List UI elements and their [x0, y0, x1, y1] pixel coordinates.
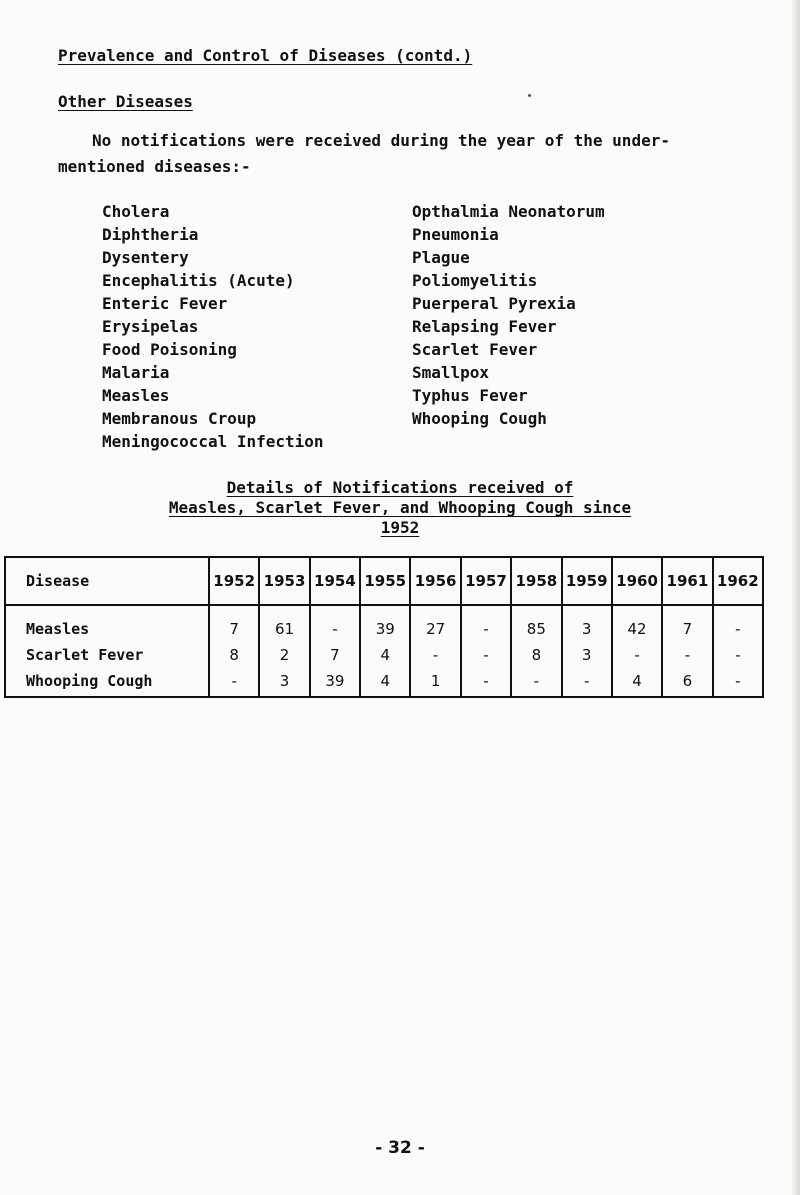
column-header: 1959 [562, 557, 612, 605]
table-cell: 8 [511, 642, 561, 668]
table-cell-disease: Measles [5, 605, 209, 642]
table-cell: - [511, 668, 561, 697]
table-cell: - [310, 605, 360, 642]
details-title-line-3: 1952 [380, 518, 420, 537]
table-cell: 7 [310, 642, 360, 668]
table-cell: - [662, 642, 712, 668]
column-header: 1961 [662, 557, 712, 605]
page-heading: Prevalence and Control of Diseases (contd.) [58, 46, 473, 65]
disease-list-item: Relapsing Fever [412, 317, 557, 336]
table-cell: 3 [562, 642, 612, 668]
column-header: 1960 [612, 557, 662, 605]
table-cell: - [461, 642, 511, 668]
column-header: 1962 [713, 557, 763, 605]
disease-list-item: Encephalitis (Acute) [102, 271, 295, 290]
disease-list-item: Malaria [102, 363, 170, 382]
column-header: 1953 [259, 557, 309, 605]
disease-list-item: Smallpox [412, 363, 490, 382]
disease-list-item: Diphtheria [102, 225, 199, 244]
disease-list-item: Dysentery [102, 248, 189, 267]
table-cell-disease: Scarlet Fever [5, 642, 209, 668]
table-cell: - [461, 605, 511, 642]
disease-list-left [102, 200, 324, 453]
disease-list-item: Food Poisoning [102, 340, 237, 359]
disease-list-item: Meningococcal Infection [102, 432, 324, 451]
disease-list-item: Enteric Fever [102, 294, 228, 313]
table-cell: 42 [612, 605, 662, 642]
table-cell: - [713, 642, 763, 668]
table-cell-disease: Whooping Cough [5, 668, 209, 697]
table-cell: - [410, 642, 460, 668]
table-cell: - [713, 605, 763, 642]
column-header: 1954 [310, 557, 360, 605]
disease-list-item: Erysipelas [102, 317, 199, 336]
disease-list-item: Typhus Fever [412, 386, 528, 405]
table-cell: 4 [612, 668, 662, 697]
table-cell: - [209, 668, 259, 697]
table-cell: 3 [259, 668, 309, 697]
table-cell: 4 [360, 642, 410, 668]
page-edge-shadow [792, 0, 800, 1195]
disease-list-item: Scarlet Fever [412, 340, 538, 359]
table-cell: 2 [259, 642, 309, 668]
column-header: Disease [5, 557, 209, 605]
section-heading: Other Diseases [58, 92, 193, 111]
table-cell: 85 [511, 605, 561, 642]
disease-list-item: Poliomyelitis [412, 271, 538, 290]
disease-list-item: Measles [102, 386, 170, 405]
disease-list-item: Membranous Croup [102, 409, 257, 428]
column-header: 1952 [209, 557, 259, 605]
disease-list-right [412, 200, 605, 430]
table-row [5, 668, 763, 697]
notifications-table [4, 556, 764, 698]
disease-list-item: Whooping Cough [412, 409, 547, 428]
table-cell: 39 [310, 668, 360, 697]
table-cell: - [461, 668, 511, 697]
intro-paragraph [58, 128, 758, 180]
intro-line-1: No notifications were received during the year of the under- [92, 131, 670, 150]
details-title-line-1: Details of Notifications received of [226, 478, 574, 497]
table-cell: 7 [662, 605, 712, 642]
table-cell: 61 [259, 605, 309, 642]
disease-list-item: Opthalmia Neonatorum [412, 202, 605, 221]
disease-list-item: Plague [412, 248, 470, 267]
table-cell: - [612, 642, 662, 668]
details-title-line-2: Measles, Scarlet Fever, and Whooping Cough since [168, 498, 632, 517]
table-cell: 1 [410, 668, 460, 697]
page-number: - 32 - [375, 1138, 425, 1158]
table-cell: 7 [209, 605, 259, 642]
disease-list-item: Puerperal Pyrexia [412, 294, 576, 313]
column-header: 1957 [461, 557, 511, 605]
table-row [5, 605, 763, 642]
table-cell: 6 [662, 668, 712, 697]
table-cell: 27 [410, 605, 460, 642]
table-cell: 8 [209, 642, 259, 668]
table-row [5, 642, 763, 668]
table-cell: 3 [562, 605, 612, 642]
column-header: 1956 [410, 557, 460, 605]
table-header-row [5, 557, 763, 605]
disease-list-item: Pneumonia [412, 225, 499, 244]
table-cell: - [713, 668, 763, 697]
column-header: 1955 [360, 557, 410, 605]
intro-line-2: mentioned diseases:- [58, 157, 251, 176]
column-header: 1958 [511, 557, 561, 605]
disease-list-item: Cholera [102, 202, 170, 221]
table-cell: - [562, 668, 612, 697]
speck-mark [528, 94, 531, 97]
table-cell: 39 [360, 605, 410, 642]
table-cell: 4 [360, 668, 410, 697]
